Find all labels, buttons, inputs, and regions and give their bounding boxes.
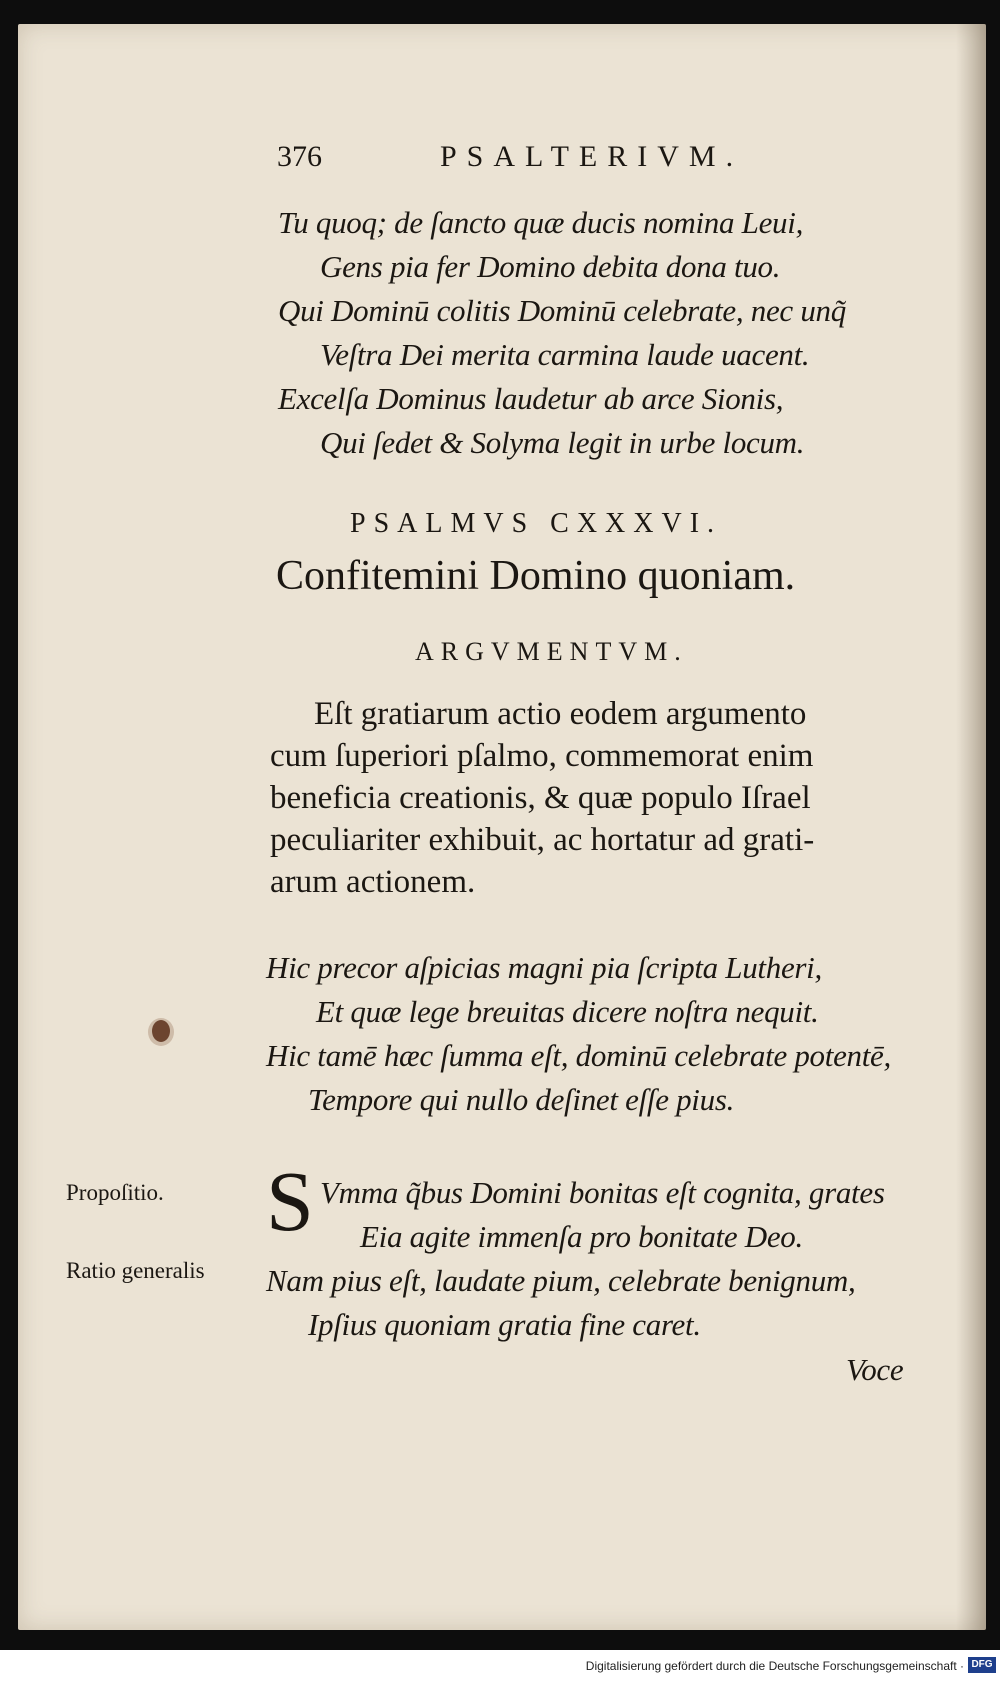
digitization-footer [0, 1650, 1000, 1682]
verse-line: Veſtra Dei merita carmina laude uacent. [320, 337, 810, 372]
verse-line: Qui ſedet & Solyma legit in urbe locum. [320, 425, 805, 460]
footer-credit: Digitalisierung gefördert durch die Deutsche Forschungsgemeinschaft · [585, 1659, 964, 1673]
margin-note-propositio: Propoſitio. [66, 1180, 164, 1205]
argument-heading: ARGVMENTVM. [415, 637, 688, 666]
argument-line: peculiariter exhibuit, ac hortatur ad grati- [270, 822, 815, 858]
argument-line: cum ſuperiori pſalmo, commemorat enim [270, 738, 814, 774]
dfg-logo: DFG [968, 1657, 996, 1673]
verse-line: Hic tamē hæc ſumma eſt, dominū celebrate potentē, [266, 1038, 891, 1073]
verse-line: Qui Dominū colitis Dominū celebrate, nec unq̃ [278, 293, 846, 328]
verse-line: Tempore qui nullo deſinet eſſe pius. [308, 1082, 735, 1117]
catchword: Voce [846, 1352, 904, 1387]
running-title: PSALTERIVM. [440, 140, 744, 173]
page-number: 376 [277, 140, 322, 173]
psalm-incipit: Confitemini Domino quoniam. [276, 553, 796, 599]
margin-note-ratio: Ratio generalis [66, 1258, 205, 1283]
verse-line: Hic precor aſpicias magni pia ſcripta Lutheri, [266, 950, 822, 985]
verse-line: Gens pia fer Domino debita dona tuo. [320, 249, 781, 284]
verse-line: Ipſius quoniam gratia fine caret. [308, 1307, 701, 1342]
argument-line: Eſt gratiarum actio eodem argumento [314, 696, 807, 732]
verse-line: Tu quoq; de ſancto quæ ducis nomina Leui, [278, 205, 804, 240]
drop-cap: S [266, 1153, 314, 1249]
psalm-heading: PSALMVS CXXXVI. [350, 508, 723, 539]
page-edge-shadow [956, 24, 986, 1630]
argument-line: beneficia creationis, & quæ populo Iſrael [270, 780, 811, 816]
verse-line: Vmma q̃bus Domini bonitas eſt cognita, grates [320, 1175, 885, 1210]
verse-line: Excelſa Dominus laudetur ab arce Sionis, [278, 381, 784, 416]
argument-line: arum actionem. [270, 864, 476, 900]
verse-line: Eia agite immenſa pro bonitate Deo. [360, 1219, 803, 1254]
verse-line: Et quæ lege breuitas dicere noſtra nequit. [316, 994, 819, 1029]
ink-stain [152, 1020, 170, 1042]
verse-line: Nam pius eſt, laudate pium, celebrate benignum, [266, 1263, 856, 1298]
